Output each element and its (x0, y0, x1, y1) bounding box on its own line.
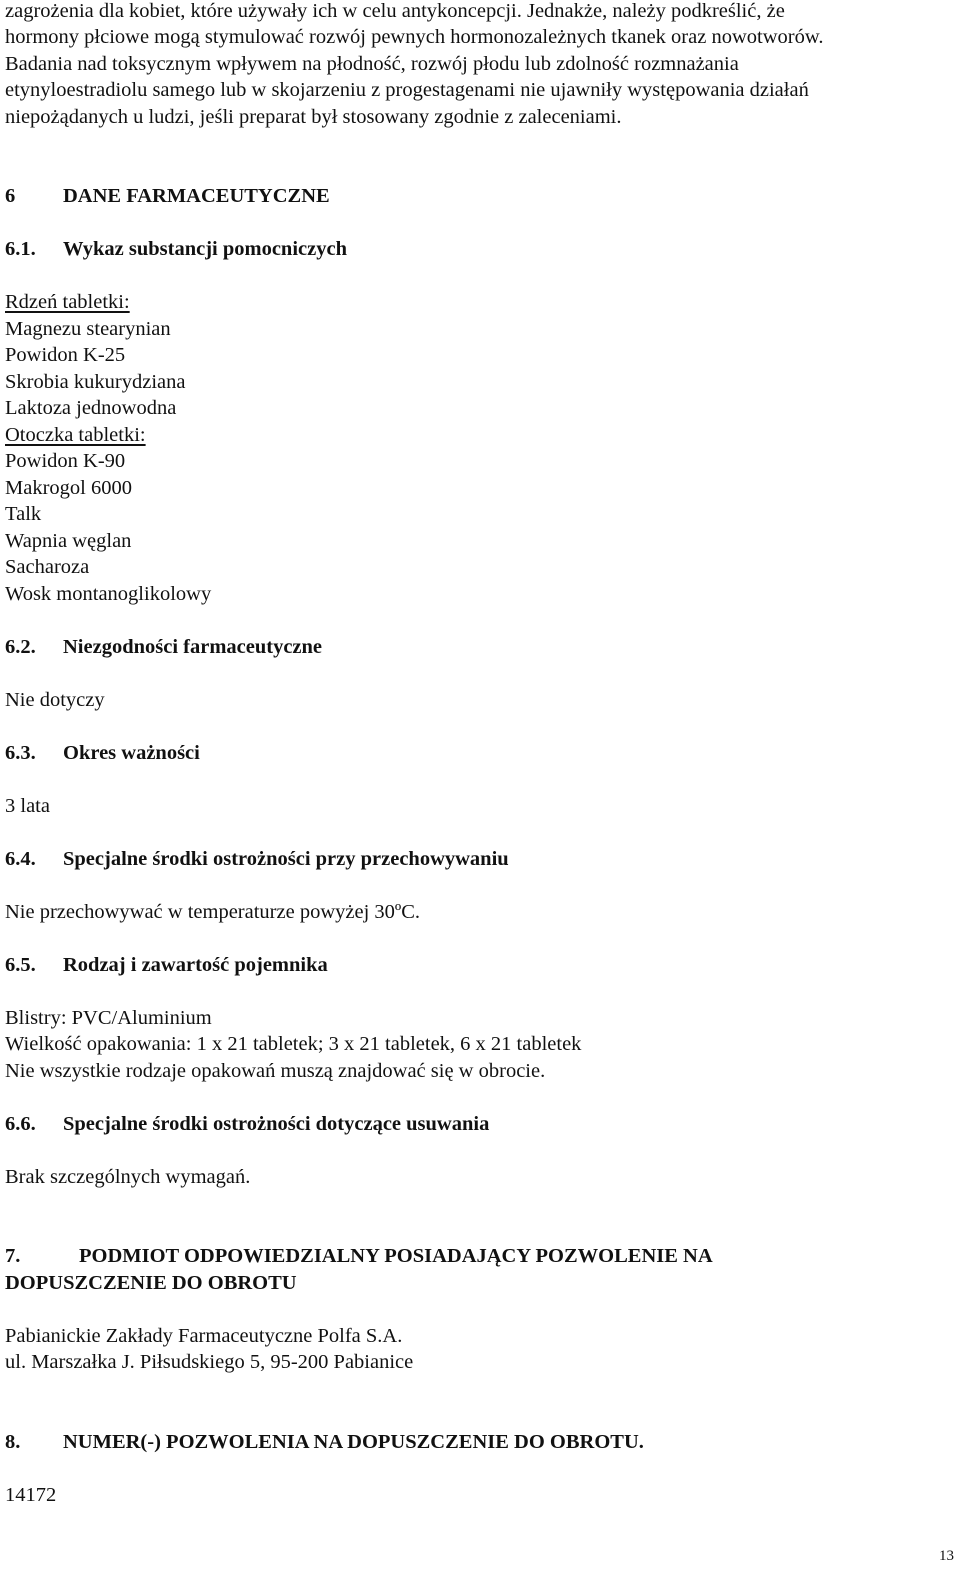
section-number: 6 (5, 185, 16, 207)
intro-line: hormony płciowe mogą stymulować rozwój pewnych hormonozależnych tkanek oraz nowotworów. (5, 26, 824, 48)
intro-line: zagrożenia dla kobiet, które używały ich w celu antykoncepcji. Jednakże, należy podkreślić, że (5, 0, 785, 22)
section-number: 6.4. (5, 848, 36, 870)
section-number: 6.2. (5, 636, 36, 658)
section-6-2-heading (5, 634, 322, 661)
section-6-4-heading (5, 846, 509, 873)
excipient-item: Laktoza jednowodna (5, 397, 177, 419)
section-8-heading (5, 1429, 644, 1456)
excipient-item: Skrobia kukurydziana (5, 371, 186, 393)
section-number: 6.6. (5, 1113, 36, 1135)
section-title: Niezgodności farmaceutyczne (63, 636, 323, 658)
section-number: 8. (5, 1431, 21, 1453)
section-number: 6.5. (5, 954, 36, 976)
excipient-item: Magnezu stearynian (5, 318, 171, 340)
section-7-heading-cont: DOPUSZCZENIE DO OBROTU (5, 1272, 297, 1294)
section-text: 3 lata (5, 795, 50, 817)
excipient-item: Makrogol 6000 (5, 477, 132, 499)
section-text: Nie dotyczy (5, 689, 105, 711)
section-title: PODMIOT ODPOWIEDZIALNY POSIADAJĄCY POZWOLENIE NA (79, 1245, 713, 1267)
section-number: 7. (5, 1245, 21, 1267)
excipient-item: Powidon K-25 (5, 344, 126, 366)
intro-line: Badania nad toksycznym wpływem na płodność, rozwój płodu lub zdolność rozmnażania (5, 53, 739, 75)
section-title: Wykaz substancji pomocniczych (63, 238, 347, 260)
section-title: Specjalne środki ostrożności dotyczące usuwania (63, 1113, 490, 1135)
section-6-3-heading (5, 740, 200, 767)
section-title: Okres ważności (63, 742, 200, 764)
section-text: Brak szczególnych wymagań. (5, 1166, 251, 1188)
intro-line: etynyloestradiolu samego lub w skojarzeniu z progestagenami nie ujawniły występowania działań (5, 79, 809, 101)
coat-label: Otoczka tabletki: (5, 424, 146, 446)
excipient-item: Sacharoza (5, 556, 90, 578)
excipient-item: Powidon K-90 (5, 450, 126, 472)
section-text: Blistry: PVC/Aluminium (5, 1007, 212, 1029)
section-title: Rodzaj i zawartość pojemnika (63, 954, 328, 976)
section-6-6-heading (5, 1111, 489, 1138)
excipient-item: Wosk montanoglikolowy (5, 583, 212, 605)
section-title: DANE FARMACEUTYCZNE (63, 185, 330, 207)
section-title: Specjalne środki ostrożności przy przechowywaniu (63, 848, 509, 870)
excipient-item: Talk (5, 503, 42, 525)
section-text: Nie wszystkie rodzaje opakowań muszą znajdować się w obrocie. (5, 1060, 546, 1082)
section-6-heading (5, 183, 330, 210)
section-number: 6.3. (5, 742, 36, 764)
section-6-1-heading (5, 236, 347, 263)
core-label: Rdzeń tabletki: (5, 291, 130, 313)
holder-name: Pabianickie Zakłady Farmaceutyczne Polfa S.A. (5, 1325, 403, 1347)
section-6-5-heading (5, 952, 328, 979)
section-number: 6.1. (5, 238, 36, 260)
excipient-item: Wapnia węglan (5, 530, 132, 552)
intro-line: niepożądanych u ludzi, jeśli preparat był stosowany zgodnie z zaleceniami. (5, 106, 622, 128)
holder-address: ul. Marszałka J. Piłsudskiego 5, 95-200 Pabianice (5, 1351, 414, 1373)
page-number: 13 (939, 1548, 954, 1564)
section-7-heading (5, 1243, 713, 1270)
section-text: Nie przechowywać w temperaturze powyżej 30ºC. (5, 901, 421, 923)
section-title: NUMER(-) POZWOLENIA NA DOPUSZCZENIE DO OBROTU. (63, 1431, 644, 1453)
authorization-number: 14172 (5, 1484, 57, 1506)
section-text: Wielkość opakowania: 1 x 21 tabletek; 3 x 21 tabletek, 6 x 21 tabletek (5, 1033, 582, 1055)
